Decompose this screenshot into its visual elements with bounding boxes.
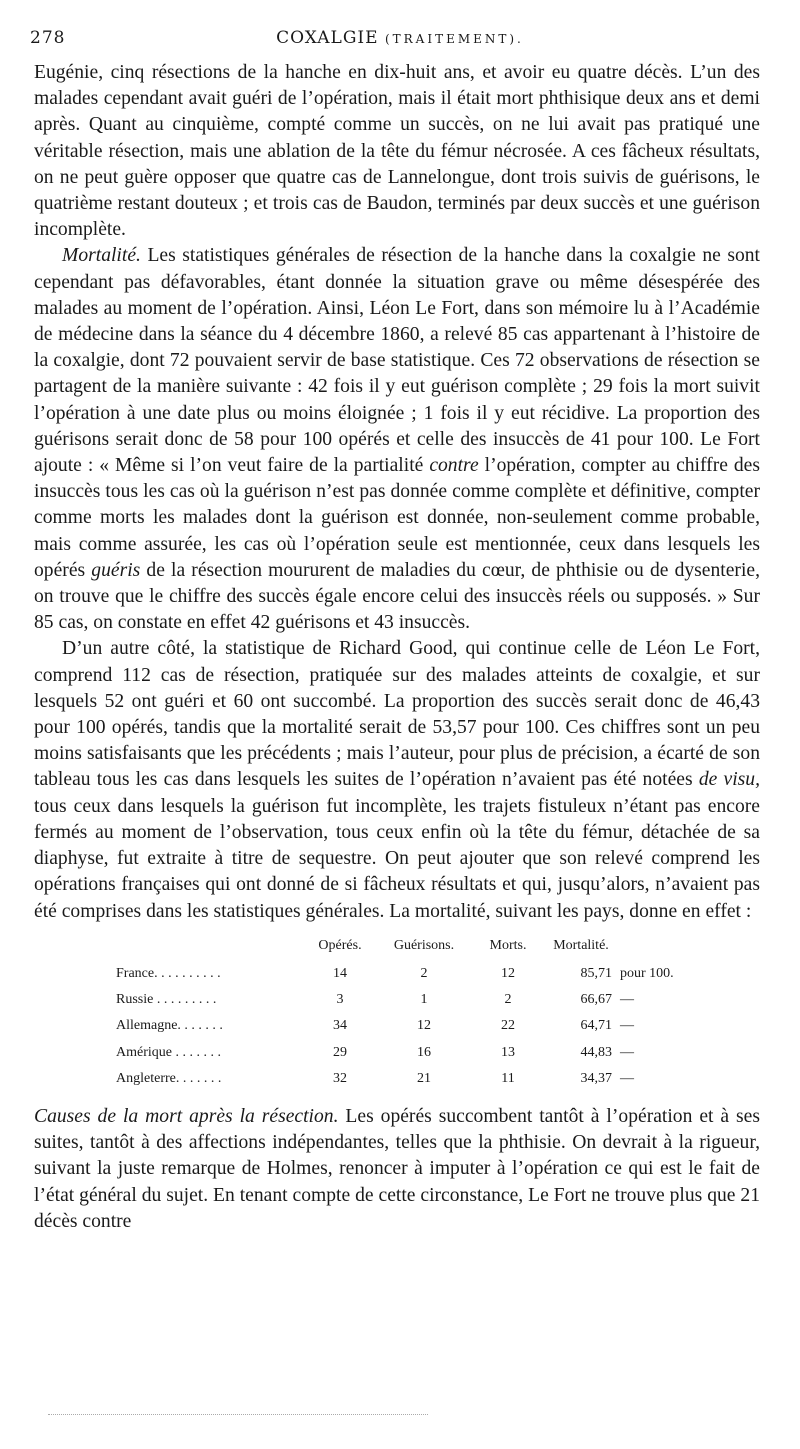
page-header xyxy=(30,28,770,52)
paragraph-text: l’opération, compter au chiffre des insuccès tous les cas où la guérison n’est pas donnée comme complète et définitive, compter comme morts les malades dont la guérison est donnée, non-seulement comme probable, mais comme assurée, les cas où l’opération seule est mentionnée, ceux dans lesquels les opérés xyxy=(34,455,761,581)
body-text xyxy=(34,60,760,1235)
table-row xyxy=(116,1066,682,1092)
paragraph-text: Les opérés succombent tantôt à l’opération et à ses suites, tantôt à des affections indépendantes, telles que la phthisie. On devrait à la rigueur, suivant la juste remarque de Holmes, renoncer à imputer à l’opération ce qui est le fait de l’état général du sujet. En tenant compte de cette circonstance, Le Fort ne trouve plus que 21 décès contre xyxy=(34,1105,760,1232)
paragraph-causes-mort xyxy=(34,1104,760,1235)
paragraph-text: D’un autre côté, la statistique de Richard Good, qui continue celle de Léon Le Fort, comprend 112 cas de résection, pratiquée sur des malades atteints de coxalgie, et sur lesquels 52 ont guéri et 60 ont succombé. La proportion des succès serait donc de 46,43 pour 100 opérés, tandis que la mortalité serait de 53,57 pour 100. Ces chiffres sont un peu moins satisfaisants que les précédents ; mais l’auteur, pour plus de précision, a écarté de son tableau tous les cas dans lesquels les suites de l’opération n’avaient pas été notées xyxy=(34,638,760,791)
table-cell-morts: 2 xyxy=(504,992,512,1008)
table-cell-country: Russie . . . . . . . . . xyxy=(116,992,217,1008)
table-cell-suffix: — xyxy=(620,992,634,1008)
table-cell-guerisons: 16 xyxy=(417,1044,431,1060)
paragraph-richard-good xyxy=(34,636,760,924)
paragraph-text: Les statistiques générales de résection de la hanche dans la coxalgie ne sont cependant pas défavorables, étant donnée la situation grave ou même désespérée des malades au moment de l’opération. Ainsi, Léon Le Fort, dans son mémoire lu à l’Académie de médecine dans la séance du 4 décembre 1860, a relevé 85 cas appartenant à l’histoire de la coxalgie, dont 72 pouvaient servir de base statistique. Ces 72 observations de résection se partagent de la manière suivante : 42 fois il y eut guérison complète ; 29 fois la mort suivit l’opération à une date plus ou moins éloignée ; 1 fois il y eut récidive. La proportion des guérisons serait donc de 58 pour 100 opérés et celle des insuccès de 41 pour 100. Le Fort ajoute : « Même si l’on veut faire de la partialité xyxy=(34,245,760,477)
italic-word: contre xyxy=(429,455,479,477)
table-header-cell xyxy=(116,933,298,961)
table-row xyxy=(116,1013,682,1039)
table-cell-suffix: pour 100. xyxy=(620,965,674,981)
table-cell-mortalite: 34,37 xyxy=(580,1070,612,1086)
table-cell-mortalite: 85,71 xyxy=(580,965,612,981)
running-title-subtitle: (TRAITEMENT). xyxy=(384,32,524,46)
table-cell-operes: 32 xyxy=(333,1070,347,1086)
table-row xyxy=(116,961,682,987)
italic-word: de visu, xyxy=(698,769,760,791)
table-cell-suffix: — xyxy=(620,1044,634,1060)
mortality-table-block xyxy=(34,933,760,1092)
section-heading-mortalite: Mortalité. xyxy=(62,245,141,267)
table-cell-morts: 11 xyxy=(501,1070,515,1086)
table-cell-mortalite: 44,83 xyxy=(580,1044,612,1060)
table-header-cell: Mortalité. xyxy=(553,937,609,953)
faint-bottom-rule xyxy=(48,1414,428,1415)
section-heading-causes: Causes de la mort après la résection. xyxy=(34,1105,339,1127)
table-cell-guerisons: 12 xyxy=(417,1018,431,1034)
table-cell-guerisons: 2 xyxy=(420,965,428,981)
paragraph-continuation xyxy=(34,60,760,243)
table-cell-operes: 3 xyxy=(336,992,344,1008)
table-header-cell: Morts. xyxy=(489,937,527,953)
table-cell-guerisons: 1 xyxy=(420,992,428,1008)
table-header-row xyxy=(116,933,682,961)
table-cell-country: Angleterre. . . . . . . xyxy=(116,1070,222,1086)
table-header-cell xyxy=(612,933,682,961)
table-header-cell: Opérés. xyxy=(318,937,362,953)
mortality-table xyxy=(116,933,682,1092)
table-cell-country: Allemagne. . . . . . . xyxy=(116,1018,223,1034)
table-cell-morts: 13 xyxy=(501,1044,515,1060)
table-row xyxy=(116,987,682,1013)
table-header-cell: Guérisons. xyxy=(393,937,455,953)
paragraph-text: de la résection moururent de maladies du cœur, de phthisie ou de dysenterie, on trouve que le chiffre des succès égale encore celui des insuccès réels ou supposés. » Sur 85 cas, on constate en effet 42 guérisons et 43 insuccès. xyxy=(34,559,760,634)
table-cell-mortalite: 64,71 xyxy=(580,1018,612,1034)
italic-word: guéris xyxy=(91,559,141,581)
table-cell-suffix: — xyxy=(620,1070,634,1086)
running-title xyxy=(30,28,770,48)
table-cell-operes: 34 xyxy=(333,1018,347,1034)
table-cell-guerisons: 21 xyxy=(417,1070,431,1086)
table-cell-mortalite: 66,67 xyxy=(580,992,612,1008)
page-number: 278 xyxy=(30,28,66,48)
paragraph-mortalite xyxy=(34,243,760,636)
table-cell-morts: 12 xyxy=(501,965,515,981)
table-row xyxy=(116,1040,682,1066)
table-cell-suffix: — xyxy=(620,1018,634,1034)
table-cell-operes: 29 xyxy=(333,1044,347,1060)
table-cell-operes: 14 xyxy=(333,965,347,981)
table-cell-morts: 22 xyxy=(501,1018,515,1034)
table-cell-country: Amérique . . . . . . . xyxy=(116,1044,221,1060)
running-title-main: COXALGIE xyxy=(276,28,379,48)
table-cell-country: France. . . . . . . . . . xyxy=(116,965,221,981)
paragraph-text: Eugénie, cinq résections de la hanche en dix-huit ans, et avoir eu quatre décès. L’un des malades cependant avait guéri de l’opération, mais il était mort phthisique deux ans et demi après. Quant au cinquième, compté comme un succès, on ne lui avait pas pratiqué une véritable résection, mais une ablation de la tête du fémur nécrosée. A ces fâcheux résultats, on ne peut guère opposer que quatre cas de Lannelongue, dont trois suivis de guérisons, le quatrième restant douteux ; et trois cas de Baudon, terminés par deux succès et une guérison incomplète. xyxy=(34,62,760,241)
paragraph-text: tous ceux dans lesquels la guérison fut incomplète, les trajets fistuleux n’étant pas encore fermés au moment de l’observation, tous ceux enfin où la tête du fémur, détachée de sa diaphyse, fut extraite à titre de sequestre. On peut ajouter que son relevé comprend les opérations françaises qui ont donné de si fâcheux résultats et qui, jusqu’alors, n’avaient pas été comprises dans les statistiques générales. La mortalité, suivant les pays, donne en effet : xyxy=(34,795,760,922)
